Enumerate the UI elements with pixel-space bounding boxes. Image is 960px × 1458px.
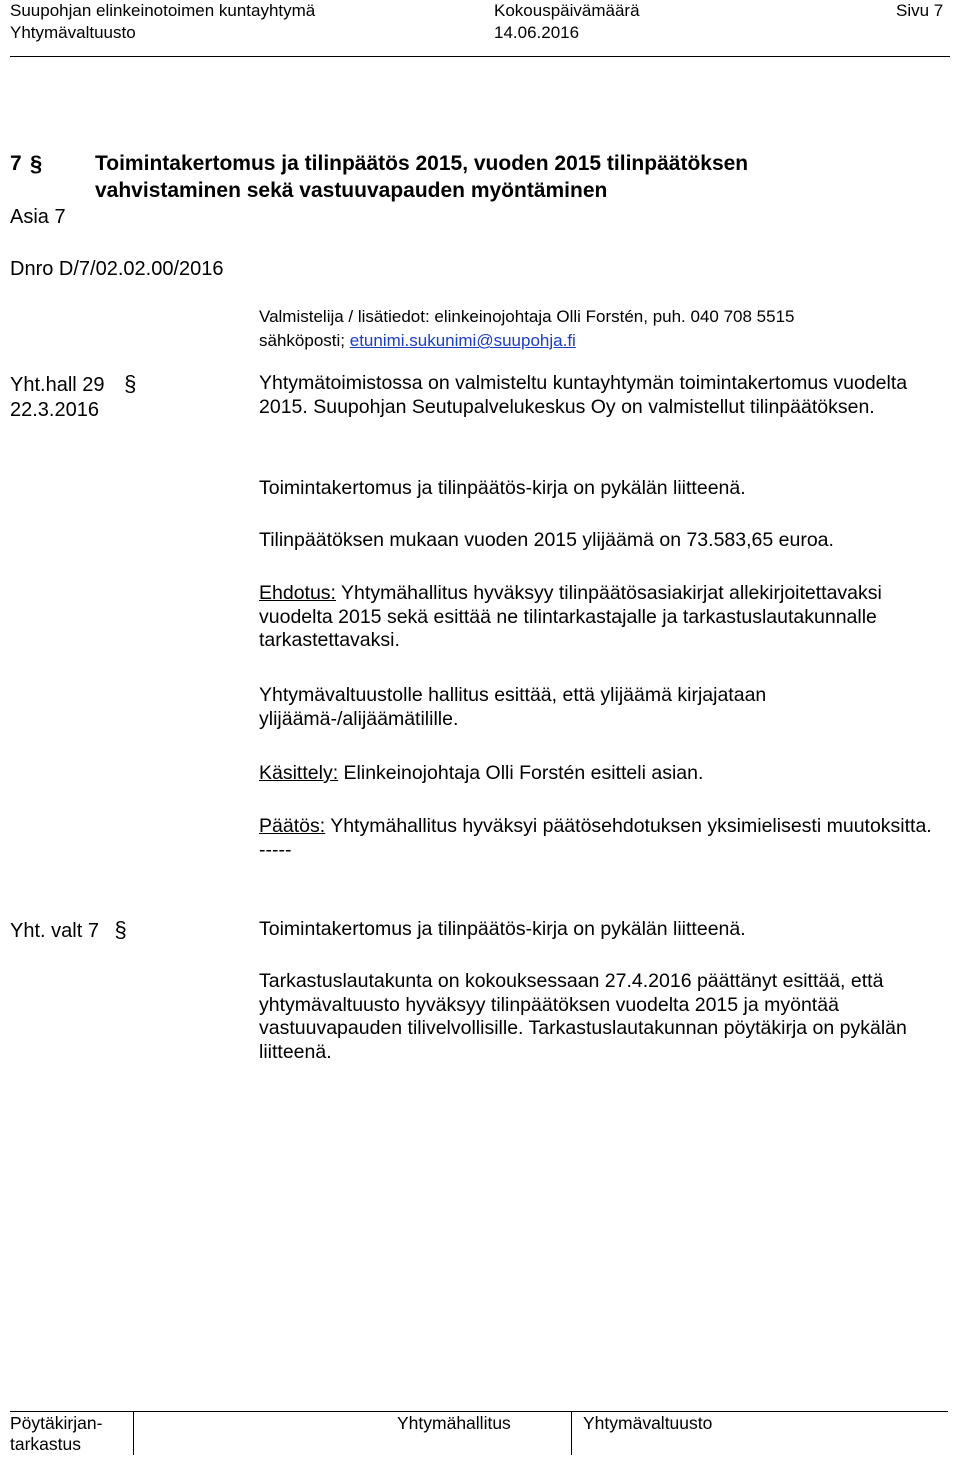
email-link[interactable]: etunimi.sukunimi@suupohja.fi [349, 331, 576, 350]
separator: ----- [259, 838, 292, 861]
handling-label: Käsittely: [259, 762, 339, 784]
council-paragraph-1: Toimintakertomus ja tilinpäätös-kirja on pykälän liitteenä. [259, 918, 746, 940]
hall-paragraph-5: Yhtymävaltuustolle hallitus esittää, että ylijäämä kirjajataan ylijäämä-/alijäämätilille. [259, 684, 767, 730]
decision-paragraph [259, 815, 949, 862]
hall-ref-date: 22.3.2016 [10, 399, 99, 421]
header-org: Suupohjan elinkeinotoimen kuntayhtymä [10, 1, 316, 20]
header-page-number: Sivu 7 [896, 1, 944, 20]
decision-label: Päätös: [259, 815, 326, 837]
hall-paragraph-1: Yhtymätoimistossa on valmisteltu kuntayhtymän toimintakertomus vuodelta 2015. Suupohjan Seutupalvelukeskus Oy on valmistellut tilinpäätöksen. [259, 372, 908, 418]
council-ref-label: Yht. valt 7 [10, 920, 99, 942]
section-number: 7 [10, 152, 22, 175]
footer-council: Yhtymävaltuusto [583, 1413, 713, 1433]
header-date-label: Kokouspäivämäärä [494, 1, 640, 20]
footer-minutes-check-2: tarkastus [10, 1434, 81, 1454]
council-ref [10, 918, 127, 943]
proposal-label: Ehdotus: [259, 582, 336, 604]
header-org-sub: Yhtymävaltuusto [10, 23, 136, 42]
proposal-paragraph [259, 582, 949, 653]
council-ref-section-sign: § [114, 917, 127, 942]
footer-divider-1 [133, 1411, 134, 1455]
council-paragraph-2: Tarkastuslautakunta on kokouksessaan 27.4.2016 päättänyt esittää, että yhtymävaltuusto hyväksyy tilinpäätöksen vuodelta 2015 ja myöntää vastuuvapauden tilivelvollisille. Tarkastuslautakunnan pöytäkirja on pykälän liitteenä. [259, 970, 907, 1063]
email-label: sähköposti; [259, 331, 350, 350]
footer-divider-2 [571, 1411, 572, 1455]
title-line-2: vahvistaminen sekä vastuuvapauden myöntäminen [95, 179, 608, 202]
hall-ref-label: Yht.hall 29 [10, 374, 105, 396]
hall-ref-section-sign: § [124, 371, 137, 396]
handling-paragraph [259, 762, 949, 786]
proposal-text: Yhtymähallitus hyväksyy tilinpäätösasiakirjat allekirjoitettavaksi vuodelta 2015 sekä esittää ne tilintarkastajalle ja tarkastuslautakunnalle tarkastettavaksi. [259, 582, 882, 651]
case-number: Asia 7 [10, 206, 66, 228]
decision-text: Yhtymähallitus hyväksyi päätösehdotuksen yksimielisesti muutoksitta. [325, 815, 932, 837]
footer-minutes-check-1: Pöytäkirjan- [10, 1413, 103, 1433]
preparer-email-line [259, 329, 576, 353]
hall-ref [10, 372, 136, 397]
footer-board: Yhtymähallitus [397, 1413, 511, 1433]
header-date-value: 14.06.2016 [494, 23, 580, 42]
preparer-info: Valmistelija / lisätiedot: elinkeinojohtaja Olli Forstén, puh. 040 708 5515 [259, 307, 795, 326]
title-line-1: Toimintakertomus ja tilinpäätös 2015, vuoden 2015 tilinpäätöksen [95, 152, 749, 175]
dnro: Dnro D/7/02.02.00/2016 [10, 258, 224, 280]
hall-paragraph-3: Tilinpäätöksen mukaan vuoden 2015 ylijäämä on 73.583,65 euroa. [259, 529, 834, 551]
section-sign: § [30, 151, 43, 176]
footer-top-rule [10, 1411, 948, 1412]
hall-paragraph-2: Toimintakertomus ja tilinpäätös-kirja on pykälän liitteenä. [259, 477, 746, 499]
header-divider [10, 56, 950, 57]
handling-text: Elinkeinojohtaja Olli Forstén esitteli asian. [338, 762, 704, 784]
